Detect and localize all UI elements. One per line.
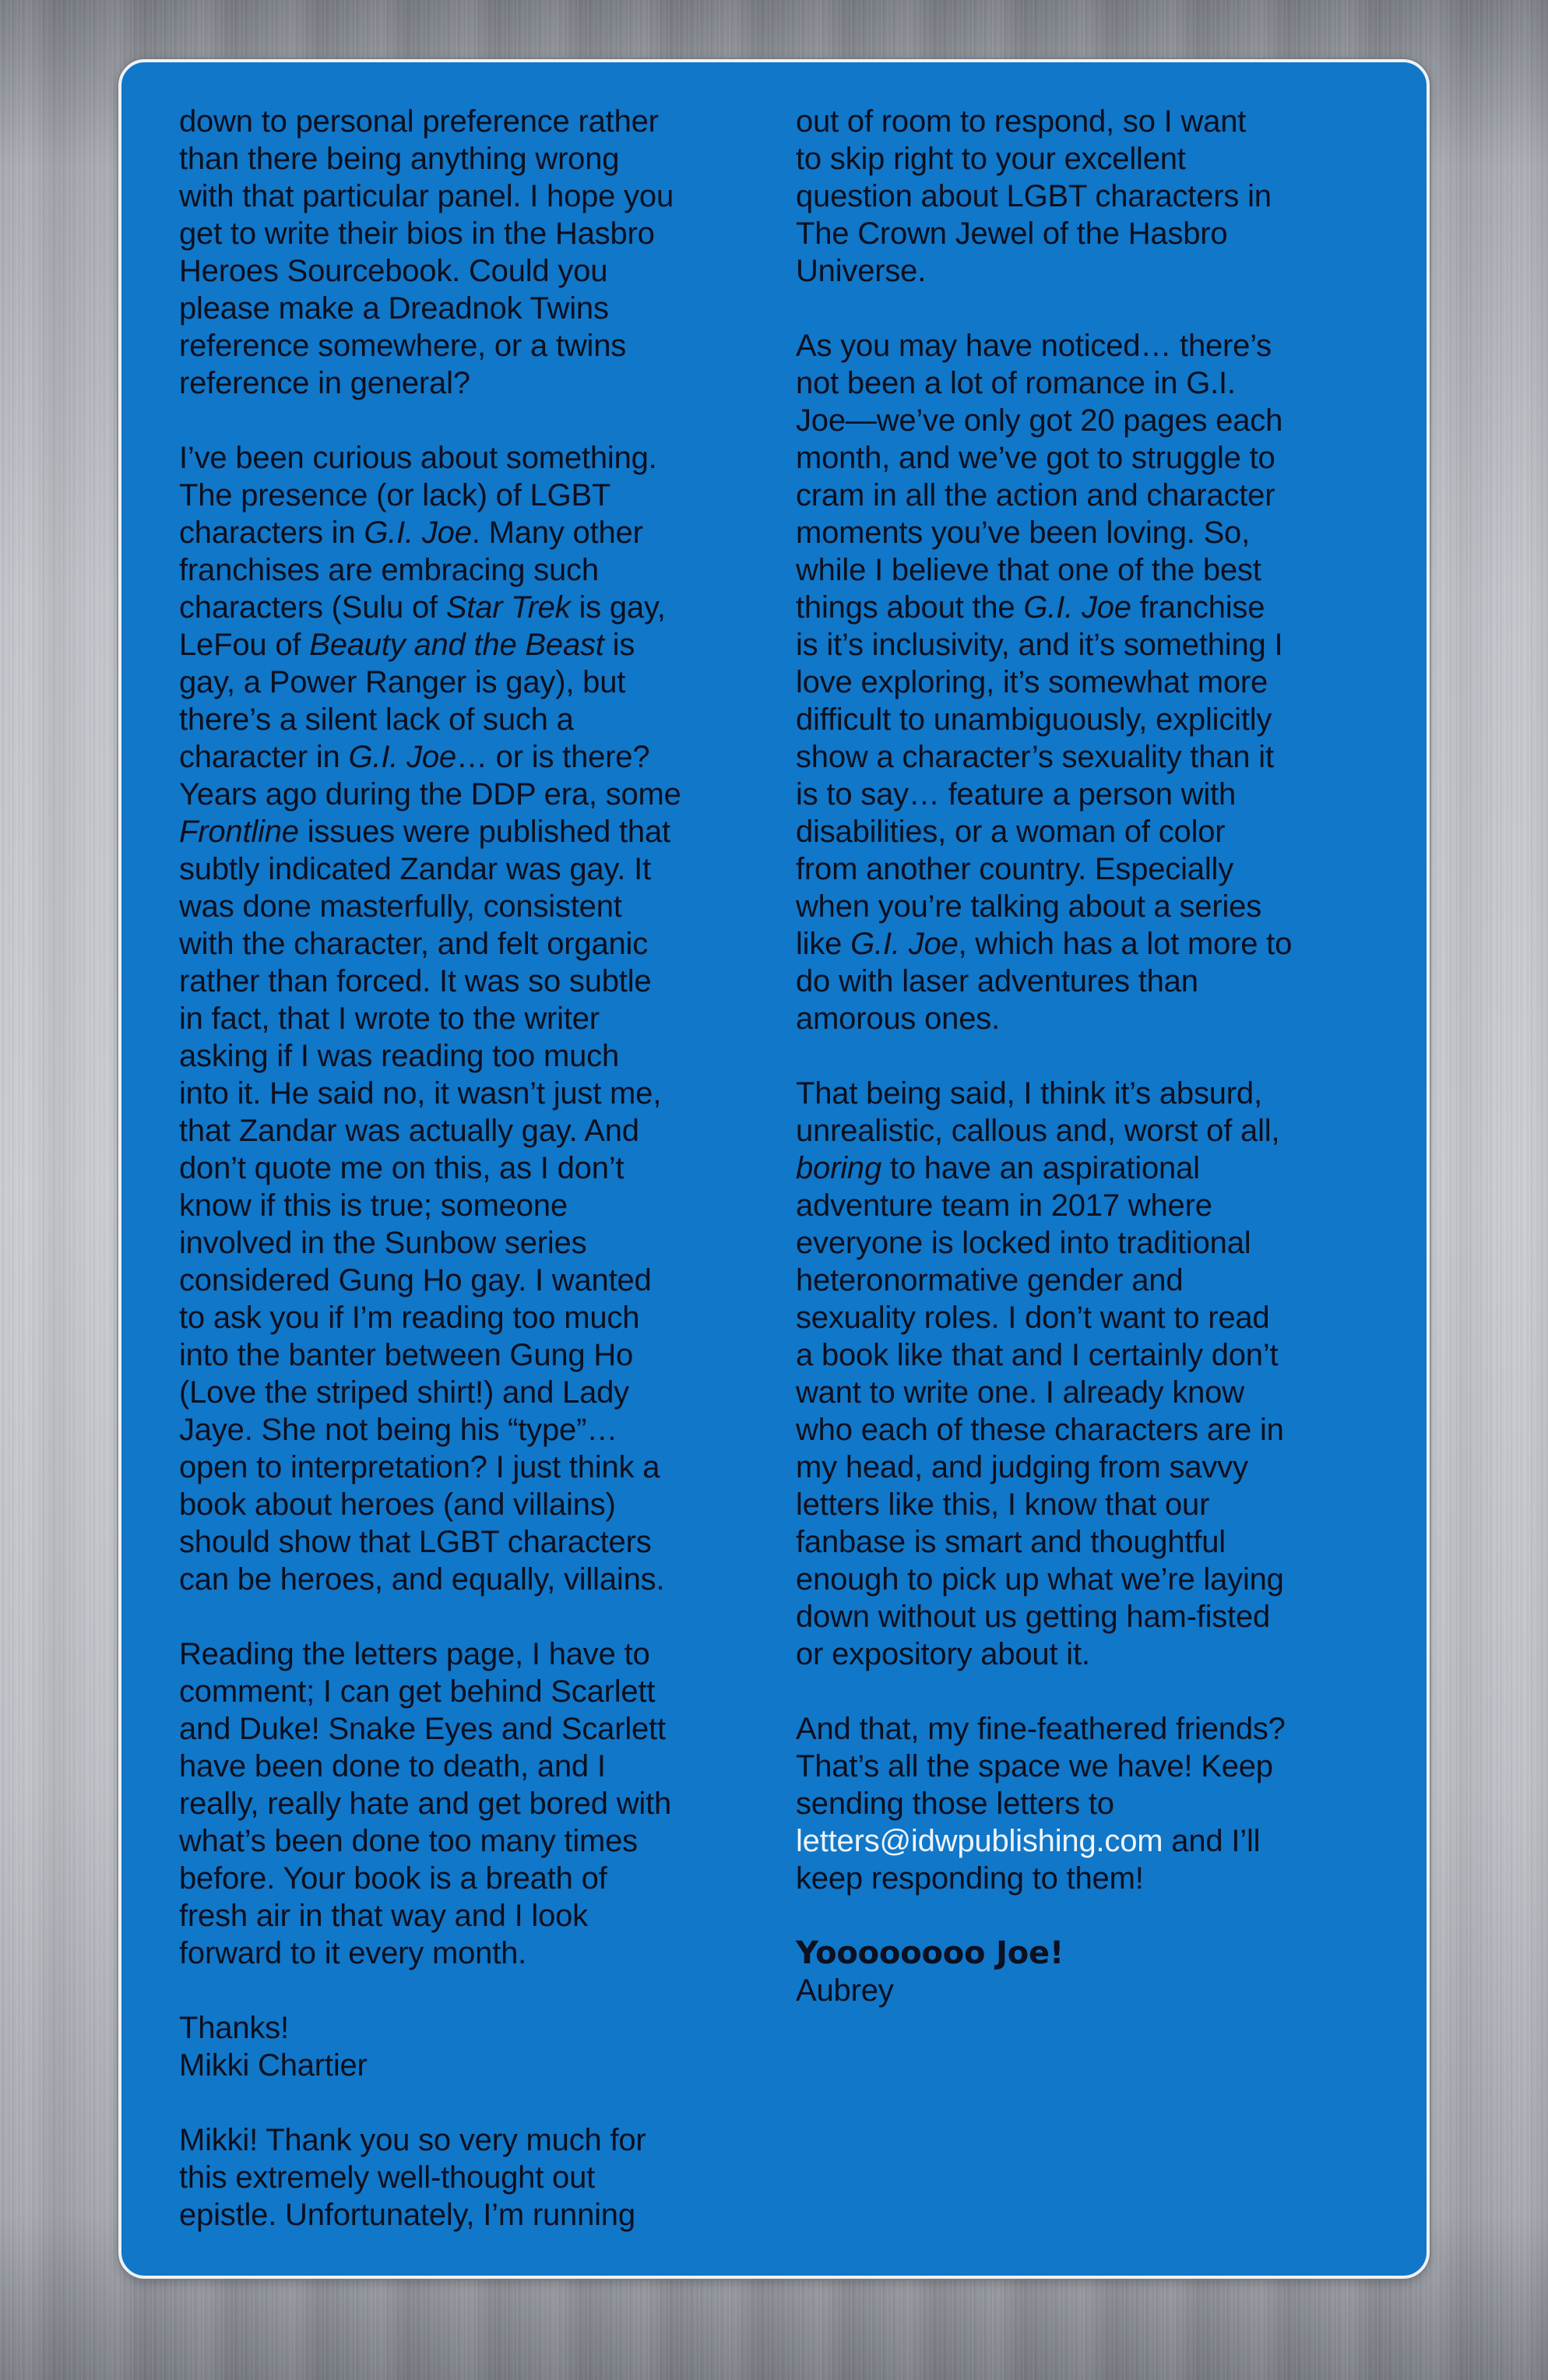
text-line xyxy=(179,626,779,664)
text-line: down without us getting ham-fisted xyxy=(796,1600,1271,1634)
left-column xyxy=(179,103,779,2271)
title-italic: Star Trek xyxy=(445,590,571,625)
text-line: question about LGBT characters in xyxy=(796,179,1272,213)
reply-paragraph-3 xyxy=(796,1075,1395,1673)
text-segment: LeFou of xyxy=(179,628,310,662)
emphasis-italic: boring xyxy=(796,1151,881,1185)
text-line: Heroes Sourcebook. Could you xyxy=(179,254,608,288)
letter-signoff xyxy=(179,2009,779,2084)
text-segment: characters in xyxy=(179,516,364,550)
text-line xyxy=(179,738,779,776)
text-segment: issues were published that xyxy=(298,815,670,849)
signoff-text: Yoooooooo Joe! xyxy=(796,1935,1064,1971)
text-line: sexuality roles. I don’t want to read xyxy=(796,1301,1270,1335)
text-line: reference in general? xyxy=(179,366,470,400)
text-segment: things about the xyxy=(796,590,1024,625)
text-line: with the character, and felt organic xyxy=(179,927,649,961)
text-line: comment; I can get behind Scarlett xyxy=(179,1674,656,1709)
text-line: into the banter between Gung Ho xyxy=(179,1338,634,1372)
reply-paragraph-4 xyxy=(796,1710,1395,1897)
text-line xyxy=(796,925,1395,963)
text-line: do with laser adventures than xyxy=(796,964,1198,998)
text-line: disabilities, or a woman of color xyxy=(796,815,1226,849)
text-line: adventure team in 2017 where xyxy=(796,1188,1212,1223)
text-segment: like xyxy=(796,927,851,961)
text-line: Jaye. She not being his “type”… xyxy=(179,1413,617,1447)
text-line: know if this is true; someone xyxy=(179,1188,568,1223)
text-segment: is xyxy=(603,628,635,662)
text-line xyxy=(179,813,779,850)
text-line: was done masterfully, consistent xyxy=(179,889,622,924)
text-line: asking if I was reading too much xyxy=(179,1039,620,1073)
text-line xyxy=(796,1150,1395,1187)
text-line: is it’s inclusivity, and it’s something I xyxy=(796,628,1283,662)
letter-author: Mikki Chartier xyxy=(179,2048,368,2082)
text-line: subtly indicated Zandar was gay. It xyxy=(179,852,651,886)
text-line: a book like that and I certainly don’t xyxy=(796,1338,1279,1372)
title-italic: G.I. Joe xyxy=(364,516,472,550)
title-italic: Beauty and the Beast xyxy=(309,628,604,662)
text-line: Joe—we’ve only got 20 pages each xyxy=(796,403,1283,438)
text-line: month, and we’ve got to struggle to xyxy=(796,441,1275,475)
title-italic: Frontline xyxy=(179,815,299,849)
text-line: As you may have noticed… there’s xyxy=(796,329,1272,363)
text-line: with that particular panel. I hope you xyxy=(179,179,674,213)
text-line: into it. He said no, it wasn’t just me, xyxy=(179,1076,662,1111)
title-italic: G.I. Joe xyxy=(1023,590,1131,625)
text-line: letters like this, I know that our xyxy=(796,1488,1210,1522)
text-segment: . Many other xyxy=(471,516,643,550)
right-column xyxy=(796,103,1395,2047)
text-line: while I believe that one of the best xyxy=(796,553,1261,587)
text-line: don’t quote me on this, as I don’t xyxy=(179,1151,624,1185)
text-line: difficult to unambiguously, explicitly xyxy=(796,702,1272,737)
letter-paragraph-3 xyxy=(179,1635,779,1972)
text-line xyxy=(179,514,779,551)
signature-name: Aubrey xyxy=(796,1973,894,2008)
text-line: love exploring, it’s somewhat more xyxy=(796,665,1268,699)
text-line: not been a lot of romance in G.I. xyxy=(796,366,1236,400)
text-line: can be heroes, and equally, villains. xyxy=(179,1562,665,1597)
text-line: get to write their bios in the Hasbro xyxy=(179,217,655,251)
text-segment: character in xyxy=(179,740,349,774)
text-line: Mikki! Thank you so very much for xyxy=(179,2123,646,2157)
text-segment: franchise xyxy=(1131,590,1265,625)
text-line: to skip right to your excellent xyxy=(796,142,1186,176)
text-line: Years ago during the DDP era, some xyxy=(179,777,681,812)
reply-signoff xyxy=(796,1935,1395,2009)
text-line: heteronormative gender and xyxy=(796,1263,1184,1297)
text-line: considered Gung Ho gay. I wanted xyxy=(179,1263,652,1297)
title-italic: G.I. Joe xyxy=(348,740,456,774)
text-segment: to have an aspirational xyxy=(881,1151,1200,1185)
text-line: out of room to respond, so I want xyxy=(796,104,1247,139)
text-line: Thanks! xyxy=(179,2011,289,2045)
text-line: open to interpretation? I just think a xyxy=(179,1450,660,1484)
text-line: or expository about it. xyxy=(796,1637,1090,1671)
reply-paragraph-1 xyxy=(179,2121,779,2234)
text-line: cram in all the action and character xyxy=(796,478,1275,512)
text-line: should show that LGBT characters xyxy=(179,1525,652,1559)
text-line: I’ve been curious about something. xyxy=(179,441,657,475)
text-line: fanbase is smart and thoughtful xyxy=(796,1525,1226,1559)
text-line: moments you’ve been loving. So, xyxy=(796,516,1251,550)
text-line: epistle. Unfortunately, I’m running xyxy=(179,2198,635,2232)
text-line: in fact, that I wrote to the writer xyxy=(179,1002,600,1036)
text-line: want to write one. I already know xyxy=(796,1375,1244,1410)
text-line: reference somewhere, or a twins xyxy=(179,329,627,363)
text-line: show a character’s sexuality than it xyxy=(796,740,1274,774)
text-line xyxy=(796,589,1395,626)
text-line: The presence (or lack) of LGBT xyxy=(179,478,611,512)
reply-paragraph-1-cont xyxy=(796,103,1395,290)
text-line xyxy=(179,589,779,626)
text-segment: … or is there? xyxy=(456,740,650,774)
text-line: And that, my fine-feathered friends? xyxy=(796,1712,1286,1746)
text-line: Reading the letters page, I have to xyxy=(179,1637,650,1671)
letter-paragraph-2 xyxy=(179,439,779,1598)
text-line: down to personal preference rather xyxy=(179,104,659,139)
text-line: this extremely well-thought out xyxy=(179,2160,596,2195)
text-line: that Zandar was actually gay. And xyxy=(179,1114,639,1148)
text-line: than there being anything wrong xyxy=(179,142,620,176)
text-line: is to say… feature a person with xyxy=(796,777,1236,812)
text-line xyxy=(796,1822,1395,1860)
text-line: when you’re talking about a series xyxy=(796,889,1262,924)
reply-paragraph-2 xyxy=(796,327,1395,1037)
text-line: (Love the striped shirt!) and Lady xyxy=(179,1375,629,1410)
text-line: Universe. xyxy=(796,254,927,288)
text-line: The Crown Jewel of the Hasbro xyxy=(796,217,1228,251)
text-line: please make a Dreadnok Twins xyxy=(179,291,609,326)
text-line: my head, and judging from savvy xyxy=(796,1450,1248,1484)
text-line: unrealistic, callous and, worst of all, xyxy=(796,1114,1280,1148)
text-line: really, really hate and get bored with xyxy=(179,1787,672,1821)
email-link[interactable]: letters@idwpublishing.com xyxy=(796,1824,1163,1858)
text-line: franchises are embracing such xyxy=(179,553,599,587)
text-line: rather than forced. It was so subtle xyxy=(179,964,652,998)
text-line: what’s been done too many times xyxy=(179,1824,638,1858)
text-segment: is gay, xyxy=(570,590,666,625)
text-line: amorous ones. xyxy=(796,1002,1000,1036)
text-line: everyone is locked into traditional xyxy=(796,1226,1251,1260)
text-segment: , which has a lot more to xyxy=(958,927,1293,961)
text-line: involved in the Sunbow series xyxy=(179,1226,587,1260)
text-line: sending those letters to xyxy=(796,1787,1114,1821)
text-segment: characters (Sulu of xyxy=(179,590,446,625)
text-line: to ask you if I’m reading too much xyxy=(179,1301,640,1335)
text-line: That’s all the space we have! Keep xyxy=(796,1749,1273,1783)
text-line: and Duke! Snake Eyes and Scarlett xyxy=(179,1712,666,1746)
text-line: fresh air in that way and I look xyxy=(179,1899,588,1933)
text-line: from another country. Especially xyxy=(796,852,1233,886)
text-line: before. Your book is a breath of xyxy=(179,1861,607,1896)
letter-paragraph-1 xyxy=(179,103,779,402)
text-line: have been done to death, and I xyxy=(179,1749,606,1783)
text-line: That being said, I think it’s absurd, xyxy=(796,1076,1262,1111)
text-line: keep responding to them! xyxy=(796,1861,1144,1896)
title-italic: G.I. Joe xyxy=(850,927,959,961)
text-line: who each of these characters are in xyxy=(796,1413,1284,1447)
text-segment: and I’ll xyxy=(1163,1824,1261,1858)
text-line: enough to pick up what we’re laying xyxy=(796,1562,1284,1597)
letters-panel xyxy=(118,59,1430,2279)
text-line: gay, a Power Ranger is gay), but xyxy=(179,665,626,699)
text-line: forward to it every month. xyxy=(179,1936,527,1970)
text-line: there’s a silent lack of such a xyxy=(179,702,574,737)
text-line: book about heroes (and villains) xyxy=(179,1488,616,1522)
